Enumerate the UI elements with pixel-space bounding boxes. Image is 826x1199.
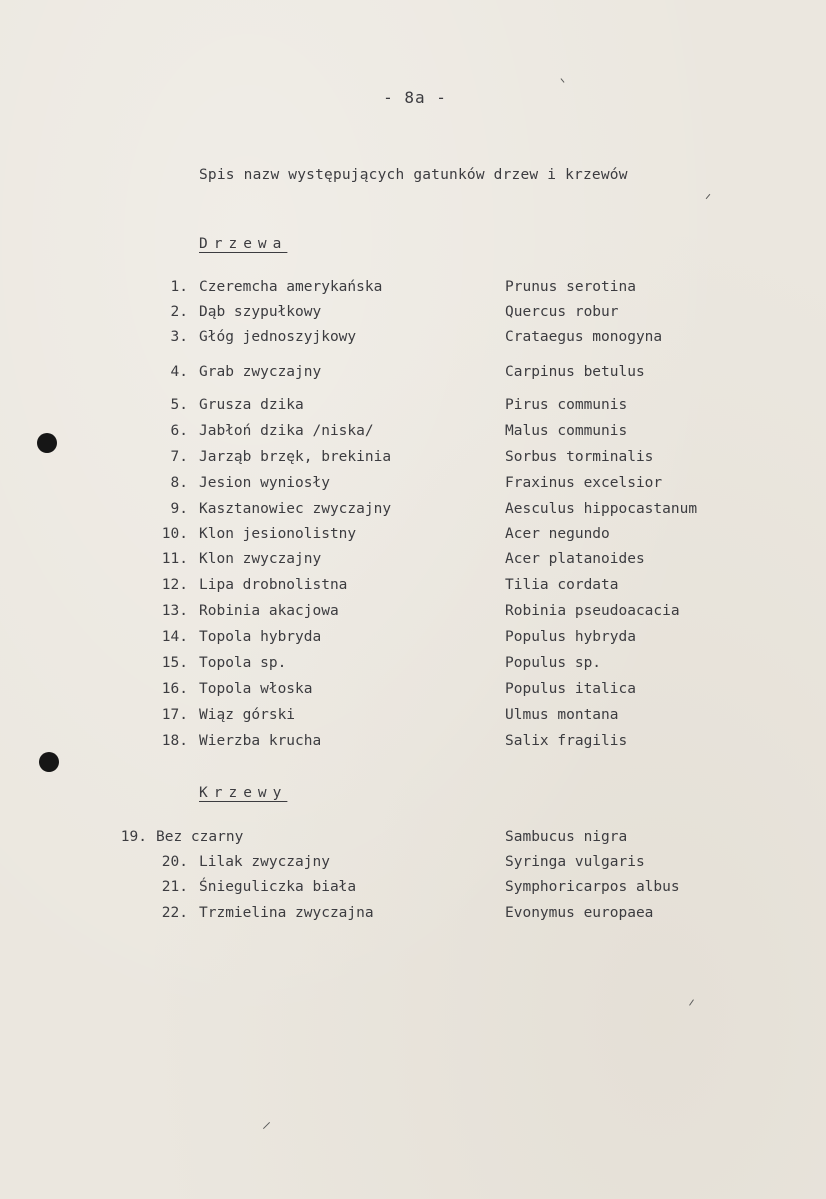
latin-name: Ulmus montana: [505, 707, 619, 723]
item-number: 13.: [161, 603, 188, 619]
list-item: [0, 551, 826, 573]
polish-name: Jabłoń dzika /niska/: [199, 423, 374, 439]
polish-name: Klon zwyczajny: [199, 551, 322, 567]
list-item: [0, 423, 826, 445]
stray-mark: [706, 194, 711, 199]
polish-name: Wierzba krucha: [199, 733, 322, 749]
stray-mark: [561, 78, 565, 82]
latin-name: Crataegus monogyna: [505, 329, 663, 345]
item-number: 4.: [170, 364, 188, 380]
item-number: 12.: [161, 577, 188, 593]
item-number: 22.: [161, 905, 188, 921]
latin-name: Populus sp.: [505, 655, 602, 671]
polish-name: Głóg jednoszyjkowy: [199, 329, 357, 345]
polish-name: Czeremcha amerykańska: [199, 279, 383, 295]
polish-name: Topola sp.: [199, 655, 287, 671]
item-number: 2.: [170, 304, 188, 320]
item-number: 18.: [161, 733, 188, 749]
stray-mark: [263, 1122, 270, 1129]
item-number: 1.: [170, 279, 188, 295]
list-item: [0, 879, 826, 901]
page-number: - 8a -: [383, 88, 447, 107]
item-number: 15.: [161, 655, 188, 671]
item-number: 5.: [170, 397, 188, 413]
list-item: [0, 526, 826, 548]
latin-name: Evonymus europaea: [505, 905, 654, 921]
list-item: [0, 707, 826, 729]
item-number: 10.: [161, 526, 188, 542]
latin-name: Populus hybryda: [505, 629, 636, 645]
item-number: 16.: [161, 681, 188, 697]
item-number: 11.: [161, 551, 188, 567]
polish-name: Jarząb brzęk, brekinia: [199, 449, 392, 465]
list-item: [0, 577, 826, 599]
polish-name: Klon jesionolistny: [199, 526, 357, 542]
latin-name: Carpinus betulus: [505, 364, 645, 380]
punch-hole-bottom: [39, 752, 59, 772]
latin-name: Prunus serotina: [505, 279, 636, 295]
list-item: [0, 329, 826, 351]
polish-name: Bez czarny: [156, 829, 244, 845]
latin-name: Aesculus hippocastanum: [505, 501, 698, 517]
latin-name: Salix fragilis: [505, 733, 628, 749]
latin-name: Robinia pseudoacacia: [505, 603, 680, 619]
latin-name: Fraxinus excelsior: [505, 475, 663, 491]
item-number: 19.: [120, 829, 147, 845]
list-item: [0, 475, 826, 497]
list-item: [0, 304, 826, 326]
item-number: 7.: [170, 449, 188, 465]
list-item: [0, 681, 826, 703]
list-item: [0, 854, 826, 876]
list-item: [0, 397, 826, 419]
latin-name: Populus italica: [505, 681, 636, 697]
latin-name: Syringa vulgaris: [505, 854, 645, 870]
polish-name: Topola hybryda: [199, 629, 322, 645]
item-number: 21.: [161, 879, 188, 895]
latin-name: Acer negundo: [505, 526, 610, 542]
polish-name: Robinia akacjowa: [199, 603, 339, 619]
item-number: 20.: [161, 854, 188, 870]
polish-name: Śnieguliczka biała: [199, 879, 357, 895]
list-item: [0, 279, 826, 301]
polish-name: Wiąz górski: [199, 707, 296, 723]
latin-name: Symphoricarpos albus: [505, 879, 680, 895]
item-number: 8.: [170, 475, 188, 491]
latin-name: Pirus communis: [505, 397, 628, 413]
section-heading-shrubs: Krzewy: [199, 785, 288, 801]
polish-name: Kasztanowiec zwyczajny: [199, 501, 392, 517]
latin-name: Sambucus nigra: [505, 829, 628, 845]
list-item: [0, 603, 826, 625]
item-number: 14.: [161, 629, 188, 645]
list-item: [0, 829, 826, 851]
latin-name: Malus communis: [505, 423, 628, 439]
polish-name: Lilak zwyczajny: [199, 854, 330, 870]
polish-name: Topola włoska: [199, 681, 313, 697]
polish-name: Grab zwyczajny: [199, 364, 322, 380]
polish-name: Grusza dzika: [199, 397, 304, 413]
list-item: [0, 449, 826, 471]
polish-name: Dąb szypułkowy: [199, 304, 322, 320]
polish-name: Trzmielina zwyczajna: [199, 905, 374, 921]
polish-name: Jesion wyniosły: [199, 475, 330, 491]
list-item: [0, 905, 826, 927]
list-item: [0, 629, 826, 651]
item-number: 6.: [170, 423, 188, 439]
list-item: [0, 501, 826, 523]
stray-mark: [689, 999, 694, 1005]
document-title: Spis nazw występujących gatunków drzew i krzewów: [199, 167, 628, 183]
latin-name: Acer platanoides: [505, 551, 645, 567]
latin-name: Tilia cordata: [505, 577, 619, 593]
item-number: 9.: [170, 501, 188, 517]
list-item: [0, 655, 826, 677]
section-heading-trees: Drzewa: [199, 236, 288, 252]
list-item: [0, 364, 826, 386]
polish-name: Lipa drobnolistna: [199, 577, 348, 593]
item-number: 17.: [161, 707, 188, 723]
list-item: [0, 733, 826, 755]
latin-name: Sorbus torminalis: [505, 449, 654, 465]
item-number: 3.: [170, 329, 188, 345]
latin-name: Quercus robur: [505, 304, 619, 320]
